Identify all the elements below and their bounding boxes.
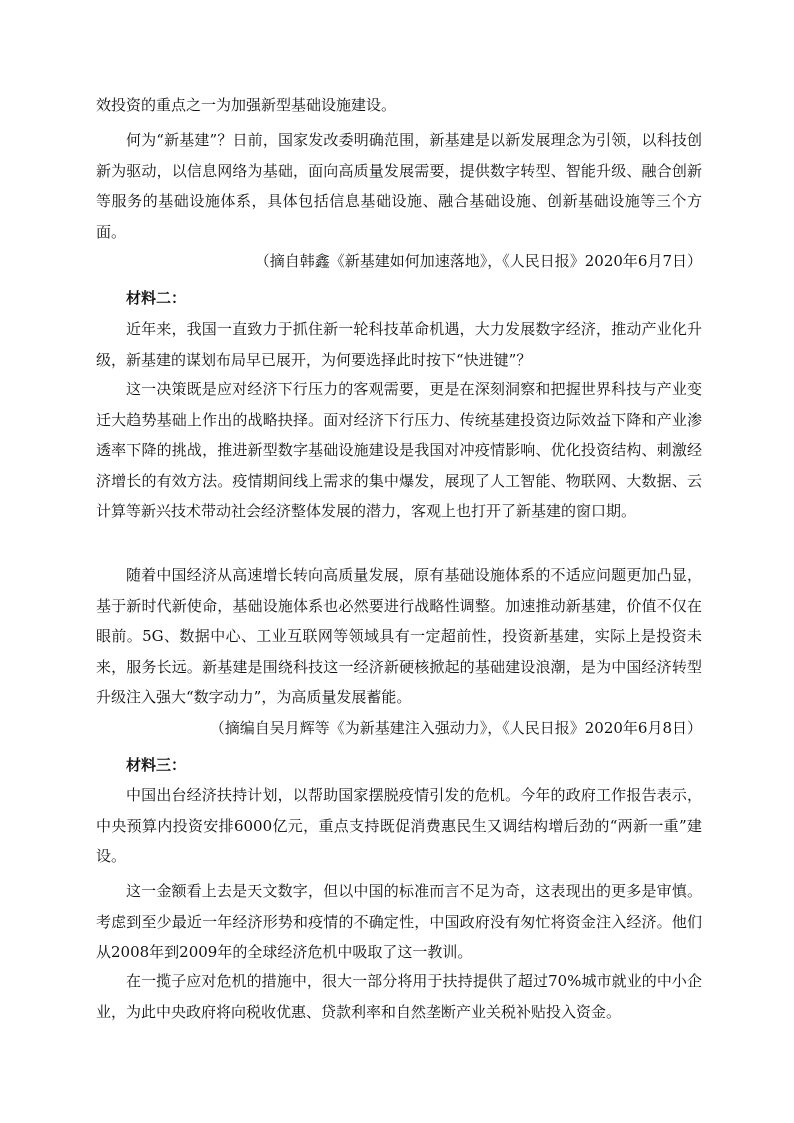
source-citation-1: （摘自韩鑫《新基建如何加速落地》，《人民日报》2020年6月7日） — [254, 252, 702, 270]
section-heading-material-2: 材料二： — [126, 289, 187, 307]
section-heading-material-3: 材料三： — [126, 756, 187, 774]
paragraph-continuation: 效投资的重点之一为加强新型基础设施建设。 — [96, 96, 397, 114]
paragraph-high-quality-development: 随着中国经济从高速增长转向高质量发展，原有基础设施体系的不适应问题更加凸显，基于新时代新使命，基础设施体系也必然要进行战略性调整。加速推动新基建，价值不仅在眼前。5G、数据中心、工业互联网等领域具有一定超前性，投资新基建，实际上是投资未来，服务长远。新基建是围绕科技这一经济新硬核掀起的基础建设浪潮，是为中国经济转型升级注入强大“数字动力”，为高质量发展蓄能。 — [96, 566, 702, 706]
paragraph-fast-forward: 近年来，我国一直致力于抓住新一轮科技革命机遇，大力发展数字经济，推动产业化升级，新基建的谋划布局早已展开，为何要选择此时按下“快进键”？ — [96, 320, 702, 369]
paragraph-economic-support-plan: 中国出台经济扶持计划，以帮助国家摆脱疫情引发的危机。今年的政府工作报告表示，中央预算内投资安排6000亿元，重点支持既促消费惠民生又调结构增后劲的“两新一重”建设。 — [96, 786, 702, 865]
source-citation-2: （摘编自吴月辉等《为新基建注入强动力》，《人民日报》2020年6月8日） — [209, 719, 702, 737]
paragraph-smes: 在一揽子应对危机的措施中，很大一部分将用于扶持提供了超过70%城市就业的中小企业，为此中央政府将向税收优惠、贷款利率和自然垄断产业关税补贴投入资金。 — [96, 972, 702, 1021]
paragraph-new-infrastructure-definition: 何为“新基建”？日前，国家发改委明确范围，新基建是以新发展理念为引领，以科技创新为驱动，以信息网络为基础，面向高质量发展需要，提供数字转型、智能升级、融合创新等服务的基础设施体系，具体包括信息基础设施、融合基础设施、创新基础设施等三个方面。 — [96, 131, 702, 241]
paragraph-prudence: 这一金额看上去是天文数字，但以中国的标准而言不足为奇，这表现出的更多是审慎。考虑到至少最近一年经济形势和疫情的不确定性，中国政府没有匆忙将资金注入经济。他们从2008年到2009年的全球经济危机中吸取了这一教训。 — [96, 882, 702, 961]
paragraph-strategic-decision: 这一决策既是应对经济下行压力的客观需要，更是在深刻洞察和把握世界科技与产业变迁大趋势基础上作出的战略抉择。面对经济下行压力、传统基建投资边际效益下降和产业渗透率下降的挑战，推进新型数字基础设施建设是我国对冲疫情影响、优化投资结构、刺激经济增长的有效方法。疫情期间线上需求的集中爆发，展现了人工智能、物联网、大数据、云计算等新兴技术带动社会经济整体发展的潜力，客观上也打开了新基建的窗口期。 — [96, 380, 702, 520]
